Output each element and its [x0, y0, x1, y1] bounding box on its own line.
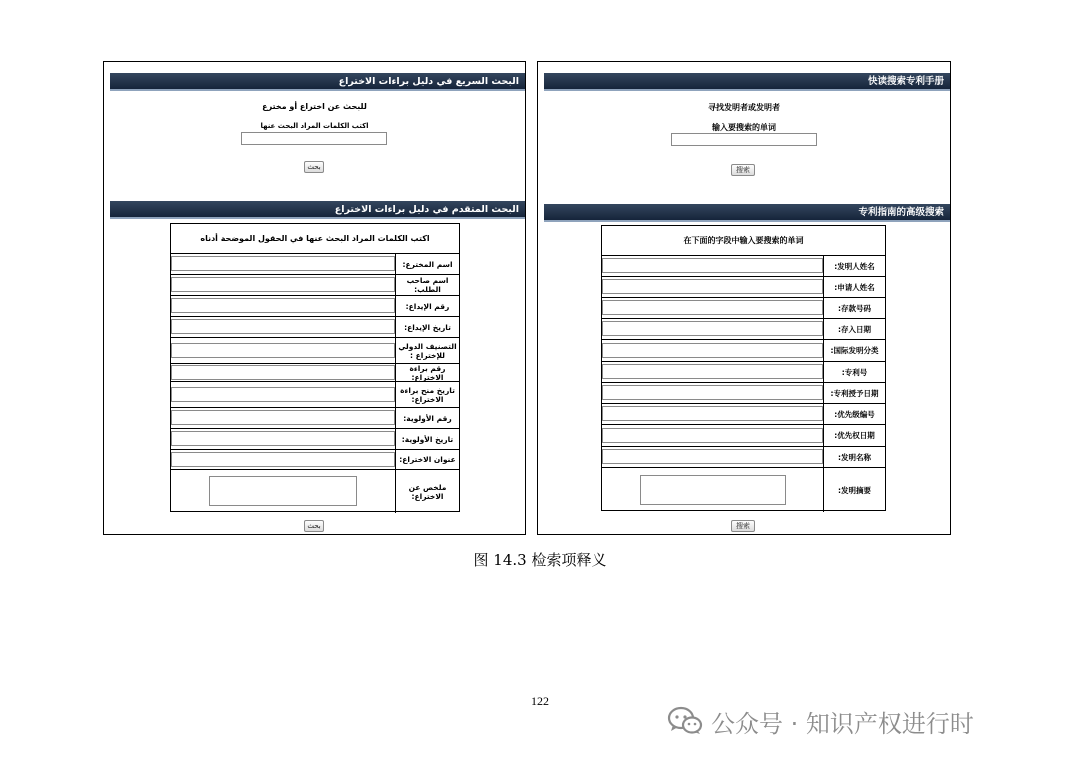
invention-abstract-textarea[interactable] [640, 475, 786, 505]
field-label: :优先级编号 [823, 404, 885, 424]
deposit-number-input[interactable] [171, 298, 395, 313]
wechat-icon [667, 706, 703, 736]
invention-title-input[interactable] [602, 449, 823, 464]
form-row [602, 425, 885, 447]
deposit-number-input[interactable] [602, 300, 823, 315]
field-label: عنوان الاختراع: [395, 450, 459, 469]
form-row [171, 317, 459, 338]
international-classification-input[interactable] [602, 343, 823, 358]
form-row [171, 470, 459, 513]
quick-search-subprompt: اكتب الكلمات المراد البحث عنها [260, 122, 369, 130]
field-label: :存入日期 [823, 319, 885, 339]
form-row [171, 275, 459, 296]
patent-number-input[interactable] [171, 365, 395, 380]
field-label: التصنيف الدولي للإختراع : [395, 338, 459, 363]
priority-date-input[interactable] [171, 431, 395, 446]
field-label: رقم الأولوية: [395, 408, 459, 428]
field-label: :优先权日期 [823, 425, 885, 446]
field-label: رقم الإيداع: [395, 296, 459, 316]
field-label: تاريخ الأولوية: [395, 429, 459, 449]
field-label: :发明人姓名 [823, 256, 885, 276]
form-row [171, 429, 459, 450]
page-number: 122 [531, 694, 549, 708]
invention-abstract-textarea[interactable] [209, 476, 357, 506]
quick-search-button[interactable]: 搜索 [731, 164, 755, 176]
field-label: اسم صاحب الطلب: [395, 275, 459, 295]
field-label: :申请人姓名 [823, 277, 885, 297]
field-label: تاريخ منح براءة الاختراع: [395, 382, 459, 407]
patent-grant-date-input[interactable] [171, 387, 395, 402]
advanced-search-instruction: اكتب الكلمات المراد البحث عنها في الحقول الموضحة أدناه [171, 224, 459, 254]
quick-search-input[interactable] [671, 133, 817, 146]
quick-search-header: 快读搜索专利手册 [544, 73, 950, 91]
field-label: :国际发明分类 [823, 340, 885, 361]
applicant-name-input[interactable] [602, 279, 823, 294]
form-row [171, 408, 459, 429]
priority-number-input[interactable] [602, 406, 823, 421]
form-row [602, 298, 885, 319]
deposit-date-input[interactable] [602, 321, 823, 336]
quick-search-prompt: 寻找发明者或发明者 [708, 103, 780, 112]
inventor-name-input[interactable] [602, 258, 823, 273]
field-label: رقم براءة الاختراع: [395, 364, 459, 381]
field-label: :专利号 [823, 362, 885, 382]
patent-grant-date-input[interactable] [602, 385, 823, 400]
form-row [602, 277, 885, 298]
form-row [171, 382, 459, 408]
figure-caption: 图 14.3 检索项释义 [473, 551, 607, 569]
form-row [602, 319, 885, 340]
form-row [171, 450, 459, 470]
quick-search-button[interactable]: بحث [304, 161, 324, 173]
priority-number-input[interactable] [171, 410, 395, 425]
form-row [171, 364, 459, 382]
field-label: :专利授予日期 [823, 383, 885, 403]
arabic-search-screenshot [103, 61, 526, 535]
deposit-date-input[interactable] [171, 319, 395, 334]
field-label: :发明名称 [823, 447, 885, 467]
form-row [171, 296, 459, 317]
field-label: :存款号码 [823, 298, 885, 318]
watermark [667, 704, 974, 738]
advanced-search-instruction: 在下面的字段中输入要搜索的单词 [602, 226, 885, 256]
form-row [602, 383, 885, 404]
form-row [602, 362, 885, 383]
form-row [602, 404, 885, 425]
quick-search-input[interactable] [241, 132, 387, 145]
quick-search-prompt: للبحث عن اختراع أو مخترع [262, 102, 367, 111]
field-label: اسم المخترع: [395, 254, 459, 274]
form-row [602, 468, 885, 512]
international-classification-input[interactable] [171, 343, 395, 358]
chinese-search-screenshot [537, 61, 951, 535]
priority-date-input[interactable] [602, 428, 823, 443]
patent-number-input[interactable] [602, 364, 823, 379]
advanced-search-form [601, 225, 886, 511]
form-row [602, 447, 885, 468]
advanced-search-header: البحث المتقدم في دليل براءات الاختراع [110, 201, 525, 219]
quick-search-header: البحث السريع في دليل براءات الاختراع [110, 73, 525, 91]
advanced-search-button[interactable]: 搜索 [731, 520, 755, 532]
advanced-search-header: 专利指南的高级搜索 [544, 204, 950, 222]
inventor-name-input[interactable] [171, 256, 395, 271]
form-row [171, 254, 459, 275]
field-label: تاريخ الإيداع: [395, 317, 459, 337]
field-label: :发明摘要 [823, 468, 885, 512]
form-row [602, 256, 885, 277]
advanced-search-button[interactable]: بحث [304, 520, 324, 532]
applicant-name-input[interactable] [171, 277, 395, 292]
form-row [602, 340, 885, 362]
advanced-search-form [170, 223, 460, 512]
form-row [171, 338, 459, 364]
quick-search-subprompt: 输入要搜索的单词 [712, 123, 776, 132]
invention-title-input[interactable] [171, 452, 395, 467]
watermark-text: 公众号 · 知识产权进行时 [711, 709, 974, 738]
field-label: ملخص عن الاختراع: [395, 470, 459, 513]
